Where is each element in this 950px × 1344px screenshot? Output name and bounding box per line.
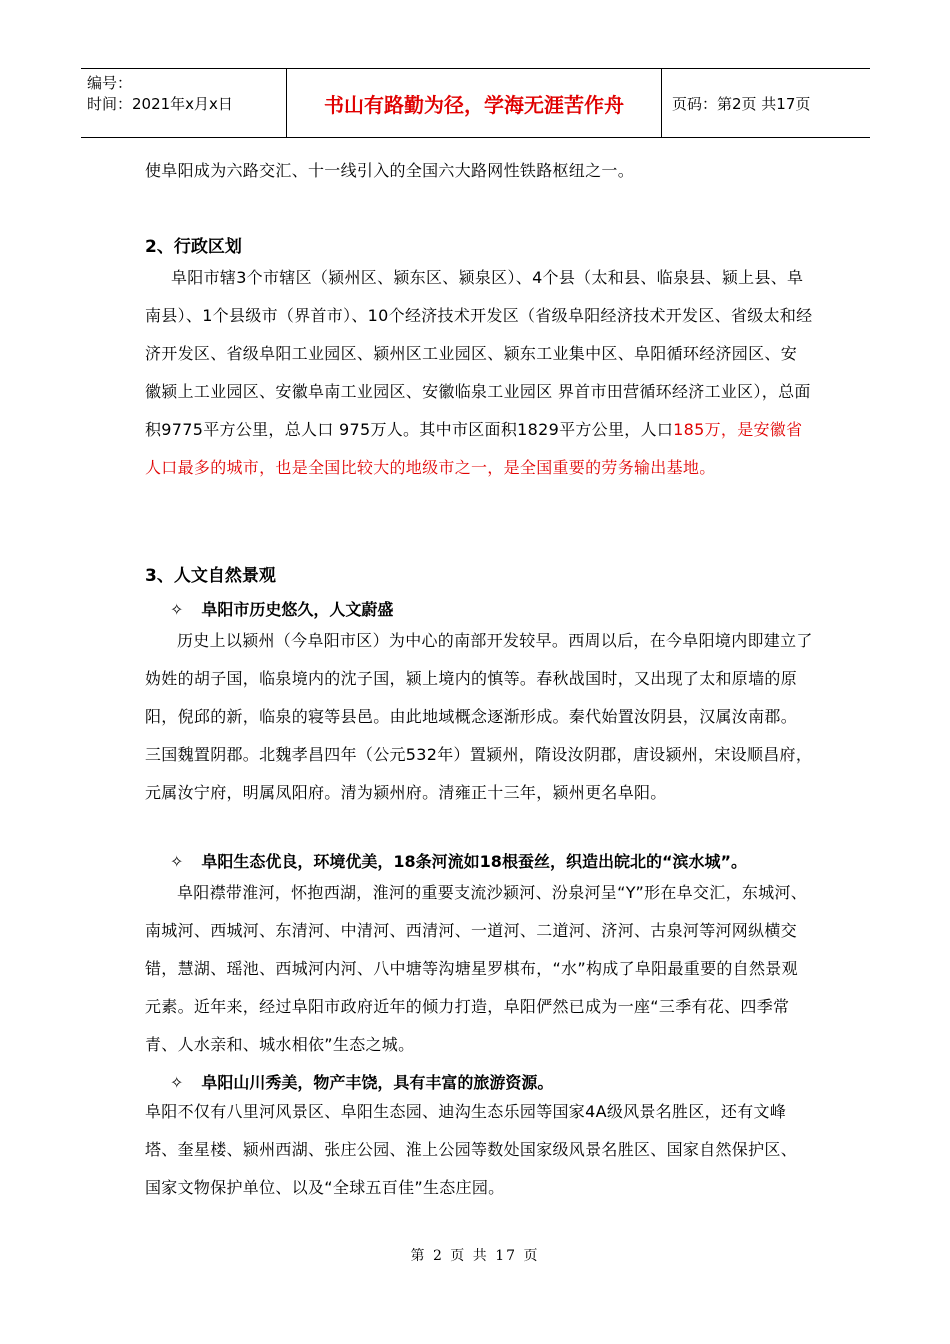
page-footer: 第 2 页 共 17 页 [410, 1248, 540, 1264]
diamond-bullet-icon: ✧ [170, 852, 184, 871]
bullet-ecology [170, 849, 747, 872]
tourism-paragraph: 阜阳不仅有八里河风景区、阜阳生态园、迪沟生态乐园等国家4A级风景名胜区，还有文峰塔、奎星楼、颍州西湖、张庄公园、淮上公园等数处国家级风景名胜区、国家自然保护区、国家文物保护单位、以及“全球五百佳”生态庄园。 [145, 1102, 798, 1197]
section3-title: 3、人文自然景观 [145, 566, 276, 586]
header-motto: 书山有路勤为径，学海无涯苦作舟 [287, 69, 662, 137]
diamond-bullet-icon: ✧ [170, 600, 184, 619]
diamond-bullet-icon: ✧ [170, 1073, 184, 1092]
section2-text: 阜阳市辖3个市辖区（颍州区、颍东区、颍泉区）、4个县（太和县、临泉县、颍上县、阜南县）、1个县级市（界首市）、10个经济技术开发区（省级阜阳经济技术开发区、省级太和经济开发区、省级阜阳工业园区、颍州区工业园区、颍东工业集中区、阜阳循环经济园区、安徽颍上工业园区、安徽阜南工业园区、安徽临泉工业园区 界首市田营循环经济工业区），总面积9775平方公里，总人口 975万人。其中市区面积1829平方公里，人口 [145, 268, 813, 439]
history-paragraph: 历史上以颍州（今阜阳市区）为中心的南部开发较早。西周以后，在今阜阳境内即建立了妫姓的胡子国，临泉境内的沈子国，颍上境内的慎等。春秋战国时，又出现了太和原墙的原阳，倪邱的新，临泉的寝等县邑。由此地域概念逐渐形成。秦代始置汝阴县，汉属汝南郡。三国魏置阴郡。北魏孝昌四年（公元532年）置颍州，隋设汝阴郡，唐设颍州，宋设顺昌府，元属汝宁府，明属凤阳府。清为颍州府。清雍正十三年，颍州更名阜阳。 [145, 631, 813, 802]
number-label: 编号： [87, 74, 133, 92]
bullet-history-text: 阜阳市历史悠久，人文蔚盛 [201, 600, 394, 619]
ecology-paragraph: 阜阳襟带淮河，怀抱西湖，淮河的重要支流沙颍河、汾泉河呈“Y”形在阜交汇，东城河、南城河、西城河、东清河、中清河、西清河、一道河、二道河、济河、古泉河等河网纵横交错，慧湖、瑶池、西城河内河、八中塘等沟塘星罗棋布，“水”构成了阜阳最重要的自然景观元素。近年来，经过阜阳市政府近年的倾力打造，阜阳俨然已成为一座“三季有花、四季常青、人水亲和、城水相依”生态之城。 [145, 883, 808, 1054]
bullet-tourism [170, 1070, 553, 1093]
bullet-tourism-text: 阜阳山川秀美，物产丰饶，具有丰富的旅游资源。 [201, 1073, 554, 1092]
section2-highlight: 185万，是安徽省人口最多的城市，也是全国比较大的地级市之一，是全国重要的劳务输出基地。 [145, 420, 803, 477]
page-header [81, 68, 870, 138]
bullet-ecology-text: 阜阳生态优良，环境优美，18条河流如18根蚕丝，织造出皖北的“滨水城”。 [201, 852, 747, 871]
section2-title: 2、行政区划 [145, 237, 242, 257]
section2-paragraph [145, 259, 813, 487]
header-meta [81, 69, 287, 137]
intro-line: 使阜阳成为六路交汇、十一线引入的全国六大路网性铁路枢纽之一。 [145, 161, 635, 180]
header-page-info: 页码：第2页 共17页 [672, 94, 811, 113]
time-label: 时间：2021年x月x日 [87, 95, 233, 113]
bullet-history [170, 597, 393, 620]
